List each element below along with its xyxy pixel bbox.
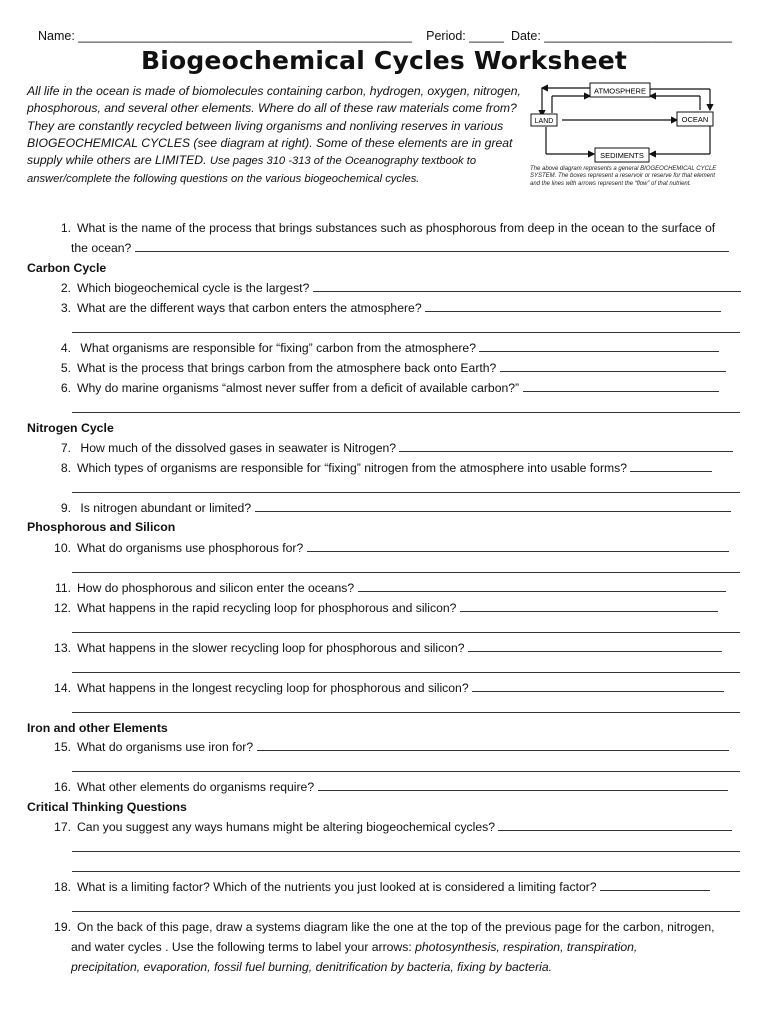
- question-3: 3. What are the different ways that carbon enters the atmosphere?: [49, 300, 743, 317]
- question-9: 9. Is nitrogen abundant or limited?: [49, 500, 743, 517]
- question-11: 11. How do phosphorous and silicon enter the oceans?: [49, 580, 743, 597]
- land-box-label: LAND: [534, 118, 554, 125]
- answer-line-15[interactable]: [257, 739, 729, 751]
- question-12: 12. What happens in the rapid recycling loop for phosphorous and silicon?: [49, 600, 743, 617]
- answer-line-4[interactable]: [479, 340, 719, 352]
- section-iron: Iron and other Elements: [27, 721, 168, 735]
- question-5: 5. What is the process that brings carbon from the atmosphere back onto Earth?: [49, 360, 743, 377]
- question-19: 19. On the back of this page, draw a systems diagram like the one at the top of the previous page for the carbon, nitrogen,: [54, 920, 715, 934]
- answer-line-15b[interactable]: [72, 771, 740, 772]
- question-19-cont2: precipitation, evaporation, fossil fuel burning, denitrification by bacteria, fixing by bacteria.: [71, 960, 552, 974]
- answer-line-18b[interactable]: [72, 911, 740, 912]
- answer-line-12b[interactable]: [72, 632, 740, 633]
- answer-line-3[interactable]: [425, 300, 721, 312]
- answer-line-9[interactable]: [255, 500, 731, 512]
- answer-line-16[interactable]: [318, 779, 728, 791]
- answer-line-5[interactable]: [500, 360, 726, 372]
- question-10: 10. What do organisms use phosphorous for?: [49, 540, 743, 557]
- answer-line-8b[interactable]: [72, 492, 740, 493]
- answer-line-12[interactable]: [460, 600, 718, 612]
- answer-line-13b[interactable]: [72, 672, 740, 673]
- sediments-box-label: SEDIMENTS: [600, 151, 644, 160]
- answer-line-11[interactable]: [358, 580, 726, 592]
- section-nitrogen: Nitrogen Cycle: [27, 421, 114, 435]
- question-13: 13. What happens in the slower recycling loop for phosphorous and silicon?: [49, 640, 743, 657]
- date-field[interactable]: Date: ___________________________: [510, 29, 732, 43]
- question-6: 6. Why do marine organisms “almost never suffer from a deficit of available carbon?”: [49, 380, 743, 397]
- intro-instructions: Use pages 310 -313 of the Oceanography textbook to answer/complete the following questions on the various biogeochemical cycles.: [27, 155, 477, 186]
- student-info-line: [38, 29, 732, 43]
- question-15: 15. What do organisms use iron for?: [49, 739, 743, 756]
- question-19-cont: and water cycles . Use the following terms to label your arrows: photosynthesis, respiration, transpiration,: [71, 940, 638, 954]
- question-1-cont: the ocean?: [71, 240, 741, 257]
- section-phosphorous: Phosphorous and Silicon: [27, 520, 176, 534]
- answer-line-18[interactable]: [600, 879, 710, 891]
- ocean-box-label: OCEAN: [681, 115, 709, 124]
- answer-line-1[interactable]: [135, 240, 729, 252]
- question-8: 8. Which types of organisms are responsible for “fixing” nitrogen from the atmosphere into usable forms?: [49, 460, 743, 477]
- answer-line-10b[interactable]: [72, 572, 740, 573]
- question-14: 14. What happens in the longest recycling loop for phosphorous and silicon?: [49, 680, 743, 697]
- section-carbon: Carbon Cycle: [27, 261, 107, 275]
- atmosphere-box-label: ATMOSPHERE: [594, 86, 646, 96]
- section-critical: Critical Thinking Questions: [27, 800, 187, 814]
- answer-line-17b[interactable]: [72, 851, 740, 852]
- answer-line-14[interactable]: [472, 680, 724, 692]
- question-2: 2. Which biogeochemical cycle is the largest?: [49, 280, 743, 297]
- answer-line-17[interactable]: [498, 819, 732, 831]
- answer-line-3b[interactable]: [72, 332, 740, 333]
- diagram-caption: The above diagram represents a general BIOGEOCHEMICAL CYCLE SYSTEM. The boxes represent a reservoir or reserve for that element and the lines with arrows represent the “flow” of that nutrient.: [530, 166, 717, 187]
- question-4: 4. What organisms are responsible for “fixing” carbon from the atmosphere?: [49, 340, 743, 357]
- answer-line-10[interactable]: [307, 540, 729, 552]
- name-field[interactable]: Name: ________________________________________________: [38, 29, 412, 43]
- question-17: 17. Can you suggest any ways humans might be altering biogeochemical cycles?: [49, 819, 743, 836]
- answer-line-8[interactable]: [630, 460, 712, 472]
- answer-line-13[interactable]: [468, 640, 722, 652]
- answer-line-17c[interactable]: [72, 871, 740, 872]
- period-field[interactable]: Period: _____: [426, 29, 504, 43]
- answer-line-2[interactable]: [313, 280, 741, 292]
- answer-line-6[interactable]: [523, 380, 719, 392]
- intro-text: All life in the ocean is made of biomolecules containing carbon, hydrogen, oxygen, nitrogen, phosphorous, and several other elements. Where do all of these raw materials come from? They are constantly recycled between living organisms and nonliving reserves in various BIOGEOCHEMICAL CYCLES (see diagram at right). Some of these elements are in great supply while others are LIMITED.: [27, 84, 521, 168]
- question-1: 1. What is the name of the process that brings substances such as phosphorous from deep in the ocean to the surface of: [60, 221, 716, 235]
- answer-line-14b[interactable]: [72, 712, 740, 713]
- question-16: 16. What other elements do organisms require?: [49, 779, 743, 796]
- question-18: 18. What is a limiting factor? Which of the nutrients you just looked at is considered a limiting factor?: [49, 879, 743, 896]
- intro-paragraph: [27, 83, 522, 189]
- answer-line-7[interactable]: [399, 440, 733, 452]
- worksheet-title: Biogeochemical Cycles Worksheet: [140, 46, 628, 75]
- question-7: 7. How much of the dissolved gases in seawater is Nitrogen?: [49, 440, 743, 457]
- answer-line-6b[interactable]: [72, 412, 740, 413]
